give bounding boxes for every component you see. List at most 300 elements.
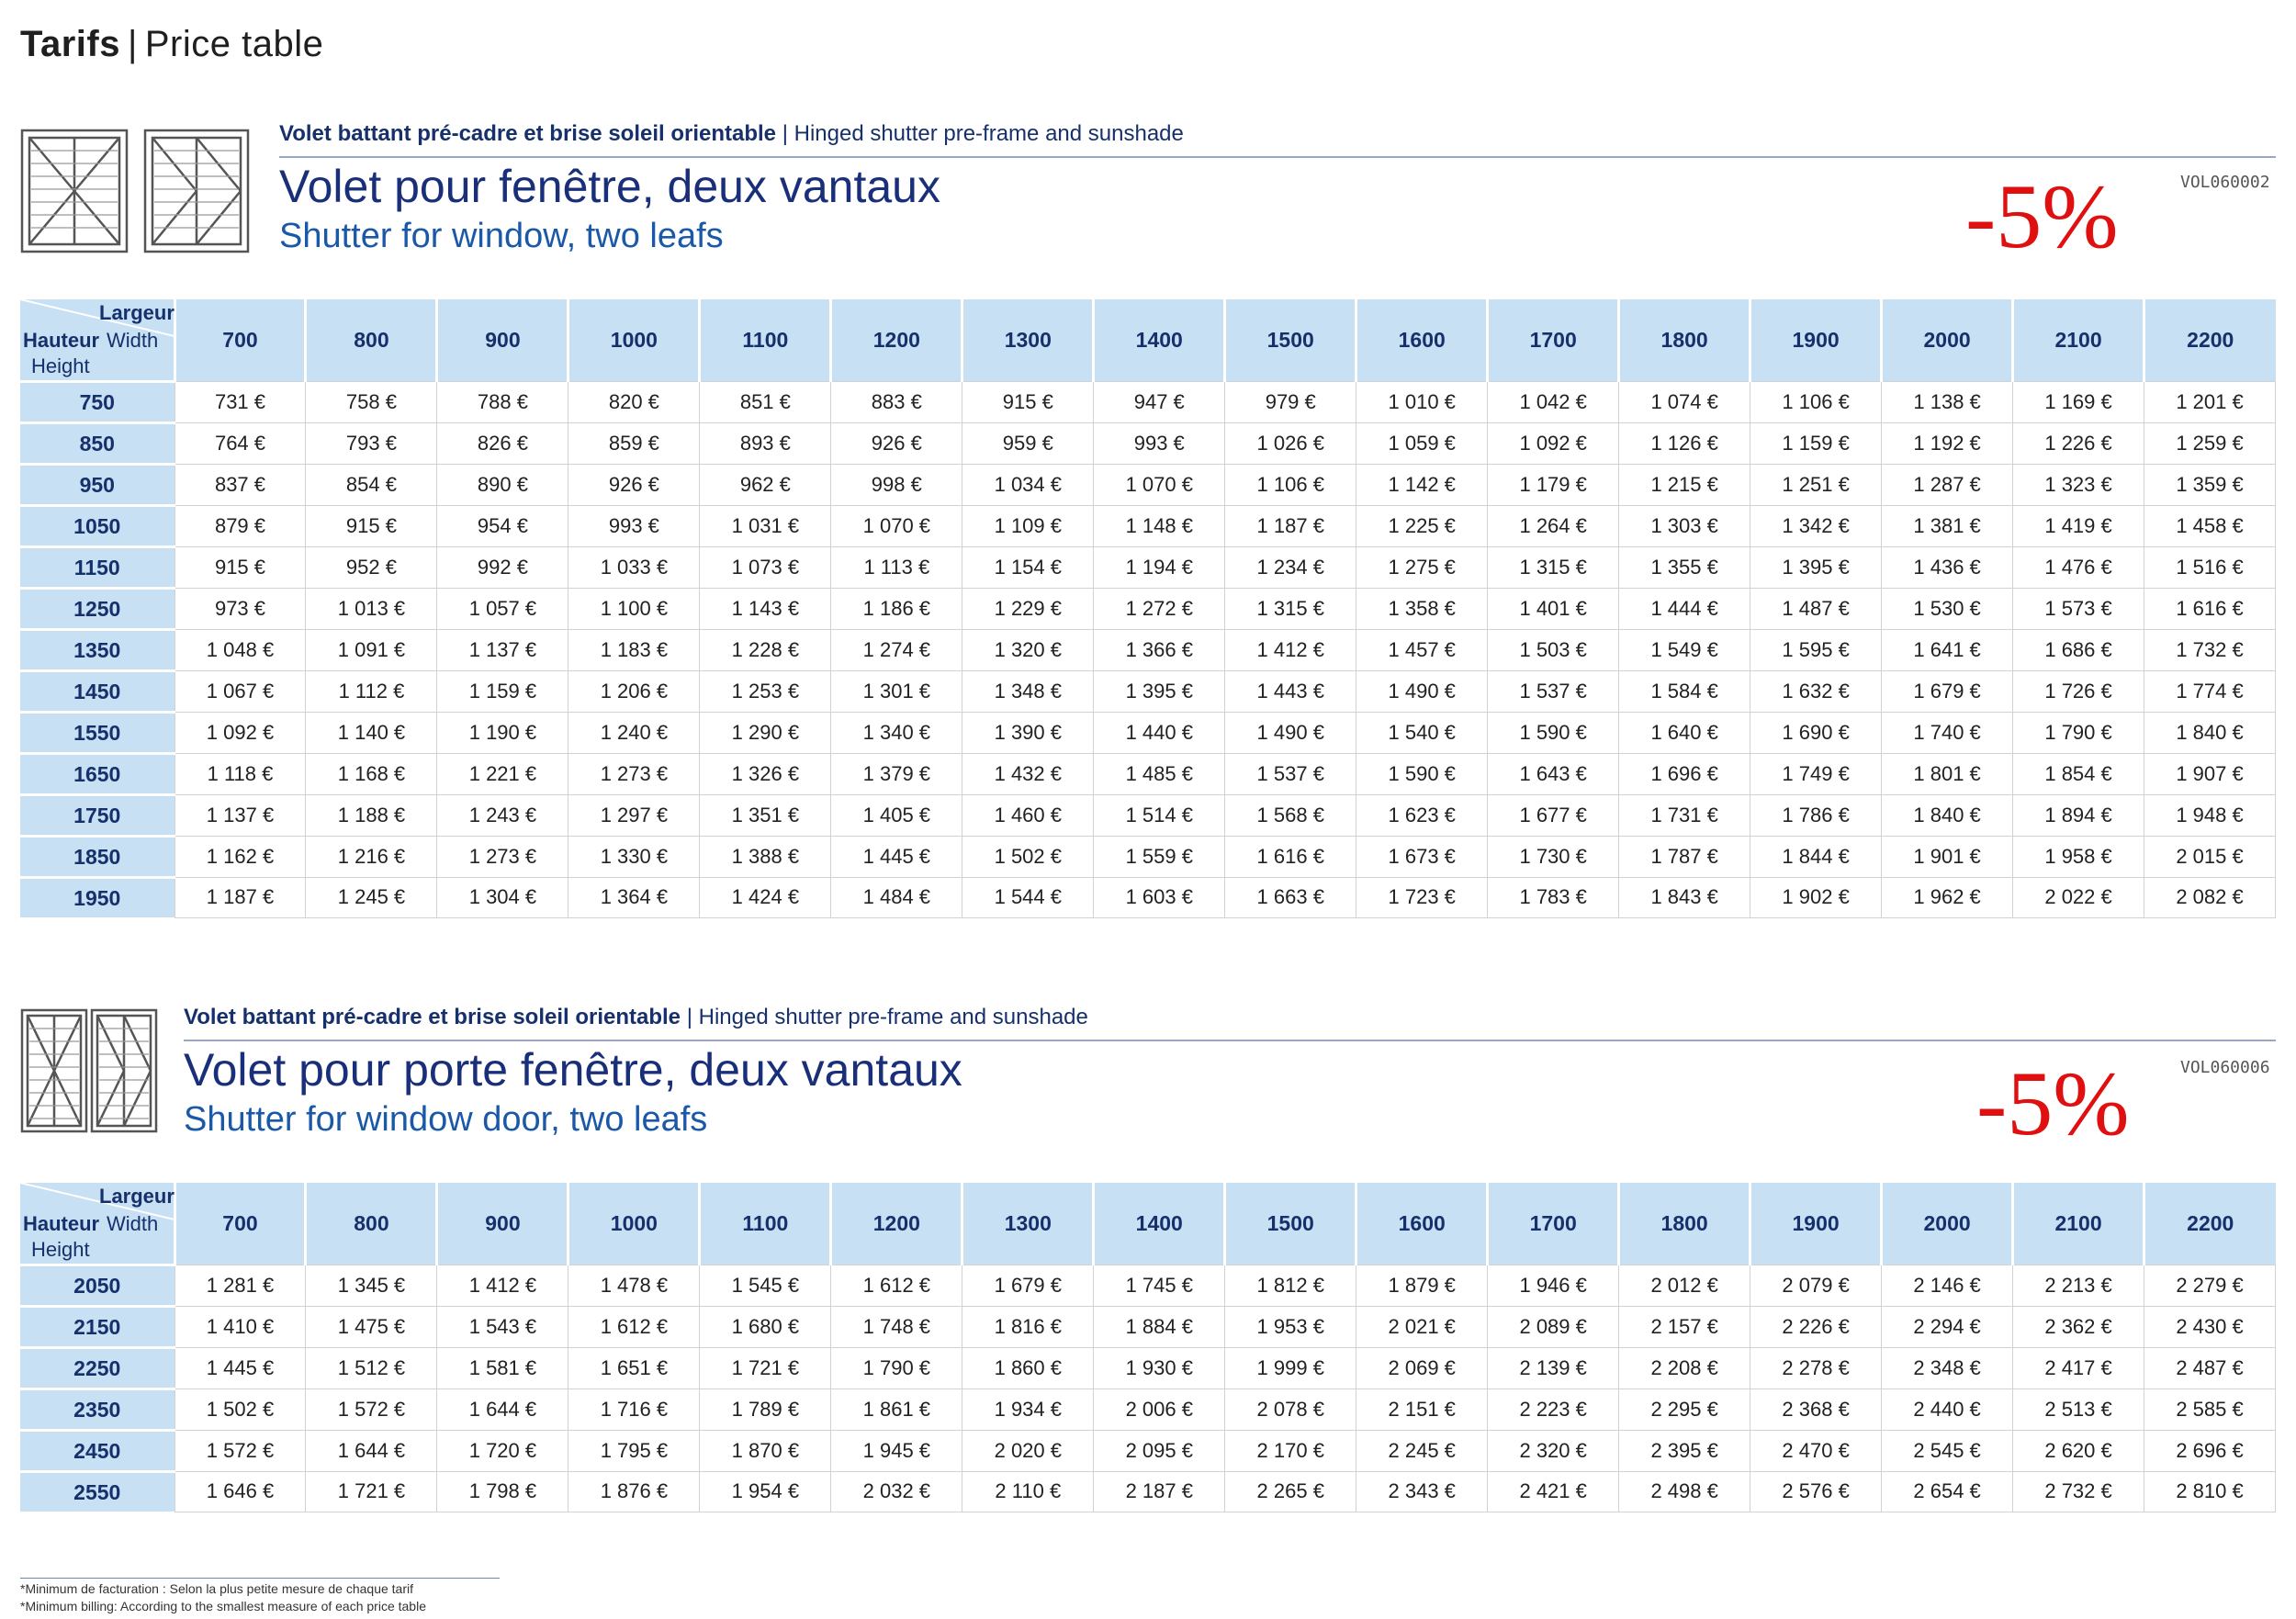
price-cell: 1 073 € [700,547,831,589]
price-cell: 2 620 € [2013,1431,2144,1472]
price-cell: 1 686 € [2013,630,2144,671]
price-cell: 1 790 € [2013,713,2144,754]
price-cell: 1 226 € [2013,423,2144,465]
price-cell: 1 945 € [831,1431,962,1472]
row-header-height: 2250 [20,1348,174,1389]
price-cell: 1 109 € [962,506,1094,547]
price-cell: 2 696 € [2144,1431,2276,1472]
corner-height: Height [31,354,90,377]
table-row [20,1348,2276,1389]
price-cell: 1 516 € [2144,547,2276,589]
price-cell: 952 € [306,547,437,589]
price-cell: 1 273 € [568,754,700,795]
price-cell: 2 513 € [2013,1389,2144,1431]
table-row [20,1389,2276,1431]
price-cell: 1 142 € [1356,465,1488,506]
price-cell: 1 590 € [1356,754,1488,795]
footnote-en: *Minimum billing: According to the smallest measure of each price table [20,1599,426,1613]
price-cell: 2 069 € [1356,1348,1488,1389]
price-cell: 1 745 € [1094,1265,1225,1307]
price-cell: 1 502 € [962,837,1094,878]
price-cell: 1 074 € [1619,382,1750,423]
price-cell: 1 844 € [1750,837,1882,878]
price-cell: 1 326 € [700,754,831,795]
price-cell: 1 616 € [2144,589,2276,630]
section-window-two-leafs [20,119,2276,928]
price-cell: 1 395 € [1750,547,1882,589]
price-cell: 1 272 € [1094,589,1225,630]
price-cell: 1 229 € [962,589,1094,630]
price-cell: 2 012 € [1619,1265,1750,1307]
section-title-en: Shutter for window, two leafs [279,217,724,255]
table-corner-header [20,299,174,382]
price-cell: 2 320 € [1488,1431,1619,1472]
discount-badge: -5% [1965,165,2119,267]
price-cell: 1 281 € [174,1265,306,1307]
price-cell: 1 221 € [437,754,568,795]
price-cell: 1 646 € [174,1472,306,1512]
page-title-separator: | [127,24,138,64]
price-cell: 1 673 € [1356,837,1488,878]
price-cell: 1 137 € [174,795,306,837]
price-cell: 1 359 € [2144,465,2276,506]
table-row [20,1431,2276,1472]
price-cell: 1 958 € [2013,837,2144,878]
discount-badge: -5% [1976,1052,2130,1154]
price-cell: 1 860 € [962,1348,1094,1389]
price-cell: 959 € [962,423,1094,465]
column-header-width: 1700 [1488,299,1619,382]
price-cell: 1 264 € [1488,506,1619,547]
column-header-width: 1300 [962,1183,1094,1265]
price-cell: 1 487 € [1750,589,1882,630]
column-header-width: 2000 [1882,299,2013,382]
price-cell: 2 295 € [1619,1389,1750,1431]
price-cell: 1 457 € [1356,630,1488,671]
price-cell: 890 € [437,465,568,506]
price-cell: 1 216 € [306,837,437,878]
price-table [20,1183,2276,1512]
price-cell: 1 070 € [831,506,962,547]
price-cell: 1 840 € [2144,713,2276,754]
column-header-width: 1100 [700,1183,831,1265]
price-cell: 1 748 € [831,1307,962,1348]
price-cell: 1 876 € [568,1472,700,1512]
price-cell: 1 907 € [2144,754,2276,795]
price-cell: 2 430 € [2144,1307,2276,1348]
price-cell: 1 118 € [174,754,306,795]
price-cell: 1 786 € [1750,795,1882,837]
column-header-width: 1900 [1750,1183,1882,1265]
price-cell: 1 946 € [1488,1265,1619,1307]
price-cell: 1 720 € [437,1431,568,1472]
price-cell: 1 572 € [174,1431,306,1472]
price-cell: 1 641 € [1882,630,2013,671]
price-cell: 1 148 € [1094,506,1225,547]
price-cell: 2 440 € [1882,1389,2013,1431]
price-cell: 1 228 € [700,630,831,671]
product-code: VOL060002 [2180,173,2270,192]
column-header-width: 900 [437,1183,568,1265]
price-cell: 1 623 € [1356,795,1488,837]
price-cell: 859 € [568,423,700,465]
column-header-width: 1500 [1225,299,1356,382]
corner-height: Height [31,1238,90,1261]
price-cell: 1 843 € [1619,878,1750,918]
price-cell: 1 723 € [1356,878,1488,918]
price-cell: 1 355 € [1619,547,1750,589]
row-header-height: 2050 [20,1265,174,1307]
row-header-height: 750 [20,382,174,423]
price-cell: 1 033 € [568,547,700,589]
price-cell: 1 140 € [306,713,437,754]
price-cell: 1 679 € [1882,671,2013,713]
price-cell: 1 884 € [1094,1307,1225,1348]
price-cell: 1 143 € [700,589,831,630]
price-cell: 1 731 € [1619,795,1750,837]
corner-hauteur: Hauteur [23,1212,100,1235]
price-cell: 2 082 € [2144,878,2276,918]
price-cell: 1 962 € [1882,878,2013,918]
page-title-bold: Tarifs [20,24,120,64]
price-cell: 1 696 € [1619,754,1750,795]
column-header-width: 1400 [1094,299,1225,382]
price-cell: 2 545 € [1882,1431,2013,1472]
price-cell: 1 503 € [1488,630,1619,671]
price-cell: 1 315 € [1488,547,1619,589]
price-cell: 1 549 € [1619,630,1750,671]
price-cell: 1 390 € [962,713,1094,754]
price-cell: 1 440 € [1094,713,1225,754]
price-cell: 1 458 € [2144,506,2276,547]
price-cell: 1 379 € [831,754,962,795]
section-rule [184,1040,2276,1041]
section-title-en: Shutter for window door, two leafs [184,1100,708,1139]
price-cell: 1 934 € [962,1389,1094,1431]
price-cell: 2 032 € [831,1472,962,1512]
price-cell: 2 654 € [1882,1472,2013,1512]
price-cell: 1 330 € [568,837,700,878]
price-cell: 1 444 € [1619,589,1750,630]
row-header-height: 1750 [20,795,174,837]
price-cell: 1 460 € [962,795,1094,837]
price-cell: 1 364 € [568,878,700,918]
price-cell: 2 498 € [1619,1472,1750,1512]
price-cell: 1 644 € [306,1431,437,1472]
subtitle-en: Hinged shutter pre-frame and sunshade [698,1005,1088,1029]
price-cell: 758 € [306,382,437,423]
row-header-height: 1150 [20,547,174,589]
price-cell: 2 089 € [1488,1307,1619,1348]
price-cell: 2 421 € [1488,1472,1619,1512]
price-cell: 1 432 € [962,754,1094,795]
shutter-window-door-illustration [20,1008,158,1137]
price-cell: 1 412 € [437,1265,568,1307]
price-cell: 1 297 € [568,795,700,837]
price-cell: 1 537 € [1225,754,1356,795]
price-cell: 1 901 € [1882,837,2013,878]
row-header-height: 1650 [20,754,174,795]
price-cell: 1 798 € [437,1472,568,1512]
price-cell: 1 112 € [306,671,437,713]
table-row [20,878,2276,918]
price-cell: 1 273 € [437,837,568,878]
price-cell: 764 € [174,423,306,465]
price-cell: 1 783 € [1488,878,1619,918]
table-row [20,754,2276,795]
price-cell: 1 445 € [831,837,962,878]
price-cell: 979 € [1225,382,1356,423]
price-cell: 1 106 € [1225,465,1356,506]
row-header-height: 1050 [20,506,174,547]
table-row [20,1307,2276,1348]
price-cell: 1 366 € [1094,630,1225,671]
price-cell: 1 930 € [1094,1348,1225,1389]
price-cell: 1 490 € [1356,671,1488,713]
row-header-height: 1450 [20,671,174,713]
column-header-width: 1500 [1225,1183,1356,1265]
price-cell: 1 954 € [700,1472,831,1512]
price-cell: 1 067 € [174,671,306,713]
corner-largeur: Largeur [99,1185,174,1208]
section-rule [279,156,2276,158]
price-cell: 1 443 € [1225,671,1356,713]
page-title-rest: Price table [144,24,324,64]
price-cell: 2 226 € [1750,1307,1882,1348]
price-cell: 1 388 € [700,837,831,878]
price-cell: 2 279 € [2144,1265,2276,1307]
price-cell: 1 100 € [568,589,700,630]
table-row [20,506,2276,547]
price-cell: 1 395 € [1094,671,1225,713]
price-cell: 1 545 € [700,1265,831,1307]
price-cell: 1 603 € [1094,878,1225,918]
price-cell: 1 544 € [962,878,1094,918]
shutter-window-illustration [20,129,250,257]
price-cell: 1 612 € [831,1265,962,1307]
price-cell: 1 342 € [1750,506,1882,547]
price-cell: 1 031 € [700,506,831,547]
column-header-width: 1800 [1619,299,1750,382]
price-cell: 1 225 € [1356,506,1488,547]
price-cell: 2 585 € [2144,1389,2276,1431]
price-cell: 1 721 € [306,1472,437,1512]
column-header-width: 1200 [831,1183,962,1265]
table-row [20,630,2276,671]
price-cell: 820 € [568,382,700,423]
footnote-rule [20,1578,500,1579]
price-cell: 1 787 € [1619,837,1750,878]
column-header-width: 1900 [1750,299,1882,382]
price-cell: 1 953 € [1225,1307,1356,1348]
price-cell: 788 € [437,382,568,423]
table-row [20,547,2276,589]
price-cell: 1 854 € [2013,754,2144,795]
price-cell: 1 445 € [174,1348,306,1389]
column-header-width: 2100 [2013,299,2144,382]
price-cell: 2 151 € [1356,1389,1488,1431]
price-cell: 1 251 € [1750,465,1882,506]
price-cell: 1 405 € [831,795,962,837]
price-cell: 2 223 € [1488,1389,1619,1431]
price-cell: 1 253 € [700,671,831,713]
price-cell: 2 343 € [1356,1472,1488,1512]
section-title-fr: Volet pour porte fenêtre, deux vantaux [184,1044,962,1096]
price-cell: 1 514 € [1094,795,1225,837]
column-header-width: 1800 [1619,1183,1750,1265]
price-cell: 1 275 € [1356,547,1488,589]
price-cell: 1 401 € [1488,589,1619,630]
table-row [20,1265,2276,1307]
price-cell: 879 € [174,506,306,547]
price-cell: 1 730 € [1488,837,1619,878]
column-header-width: 800 [306,299,437,382]
price-cell: 1 595 € [1750,630,1882,671]
price-cell: 1 059 € [1356,423,1488,465]
price-cell: 1 274 € [831,630,962,671]
price-cell: 2 208 € [1619,1348,1750,1389]
price-cell: 1 424 € [700,878,831,918]
price-cell: 962 € [700,465,831,506]
row-header-height: 850 [20,423,174,465]
price-cell: 998 € [831,465,962,506]
footnote-fr: *Minimum de facturation : Selon la plus petite mesure de chaque tarif [20,1581,414,1596]
price-cell: 2 022 € [2013,878,2144,918]
row-header-height: 2450 [20,1431,174,1472]
price-cell: 1 358 € [1356,589,1488,630]
price-cell: 1 183 € [568,630,700,671]
price-cell: 1 861 € [831,1389,962,1431]
price-cell: 854 € [306,465,437,506]
page-title [20,24,323,65]
price-table [20,299,2276,918]
price-cell: 1 999 € [1225,1348,1356,1389]
column-header-width: 2000 [1882,1183,2013,1265]
price-cell: 1 677 € [1488,795,1619,837]
price-cell: 1 010 € [1356,382,1488,423]
price-cell: 1 530 € [1882,589,2013,630]
price-cell: 2 417 € [2013,1348,2144,1389]
table-row [20,837,2276,878]
price-cell: 1 590 € [1488,713,1619,754]
price-cell: 1 721 € [700,1348,831,1389]
price-cell: 1 186 € [831,589,962,630]
row-header-height: 1850 [20,837,174,878]
price-cell: 1 301 € [831,671,962,713]
price-cell: 731 € [174,382,306,423]
column-header-width: 1400 [1094,1183,1225,1265]
price-cell: 2 079 € [1750,1265,1882,1307]
price-cell: 1 573 € [2013,589,2144,630]
price-cell: 2 187 € [1094,1472,1225,1512]
price-cell: 1 323 € [2013,465,2144,506]
price-cell: 1 644 € [437,1389,568,1431]
price-cell: 992 € [437,547,568,589]
price-cell: 1 572 € [306,1389,437,1431]
price-cell: 1 690 € [1750,713,1882,754]
price-cell: 1 187 € [174,878,306,918]
price-cell: 2 006 € [1094,1389,1225,1431]
column-header-width: 900 [437,299,568,382]
price-cell: 915 € [962,382,1094,423]
section-window-door-two-leafs [20,999,2276,1513]
price-cell: 1 812 € [1225,1265,1356,1307]
price-cell: 851 € [700,382,831,423]
table-row [20,423,2276,465]
table-row [20,671,2276,713]
price-cell: 1 540 € [1356,713,1488,754]
price-cell: 1 287 € [1882,465,2013,506]
price-cell: 2 095 € [1094,1431,1225,1472]
price-cell: 1 179 € [1488,465,1619,506]
price-cell: 1 159 € [437,671,568,713]
price-cell: 2 810 € [2144,1472,2276,1512]
price-cell: 1 490 € [1225,713,1356,754]
price-cell: 1 048 € [174,630,306,671]
price-cell: 837 € [174,465,306,506]
table-row [20,1472,2276,1512]
price-cell: 954 € [437,506,568,547]
price-cell: 1 679 € [962,1265,1094,1307]
price-cell: 1 502 € [174,1389,306,1431]
price-cell: 1 436 € [1882,547,2013,589]
row-header-height: 1350 [20,630,174,671]
price-cell: 1 154 € [962,547,1094,589]
price-cell: 1 559 € [1094,837,1225,878]
price-cell: 973 € [174,589,306,630]
price-cell: 1 345 € [306,1265,437,1307]
price-cell: 993 € [1094,423,1225,465]
column-header-width: 1200 [831,299,962,382]
price-cell: 2 213 € [2013,1265,2144,1307]
column-header-width: 1600 [1356,299,1488,382]
price-cell: 1 948 € [2144,795,2276,837]
price-cell: 2 362 € [2013,1307,2144,1348]
price-cell: 1 651 € [568,1348,700,1389]
price-cell: 883 € [831,382,962,423]
price-cell: 1 643 € [1488,754,1619,795]
price-cell: 2 487 € [2144,1348,2276,1389]
price-cell: 1 215 € [1619,465,1750,506]
price-cell: 1 774 € [2144,671,2276,713]
price-cell: 1 042 € [1488,382,1619,423]
price-cell: 1 034 € [962,465,1094,506]
price-cell: 1 234 € [1225,547,1356,589]
price-cell: 2 395 € [1619,1431,1750,1472]
column-header-width: 700 [174,299,306,382]
price-cell: 915 € [306,506,437,547]
price-cell: 1 351 € [700,795,831,837]
column-header-width: 700 [174,1183,306,1265]
price-cell: 1 188 € [306,795,437,837]
price-cell: 1 026 € [1225,423,1356,465]
price-cell: 1 240 € [568,713,700,754]
price-cell: 1 640 € [1619,713,1750,754]
price-cell: 1 612 € [568,1307,700,1348]
price-cell: 1 412 € [1225,630,1356,671]
corner-width: Width [107,1212,159,1235]
price-cell: 1 126 € [1619,423,1750,465]
price-cell: 1 475 € [306,1307,437,1348]
price-cell: 1 584 € [1619,671,1750,713]
column-header-width: 2200 [2144,1183,2276,1265]
price-cell: 1 419 € [2013,506,2144,547]
price-cell: 1 543 € [437,1307,568,1348]
price-cell: 2 576 € [1750,1472,1882,1512]
price-cell: 1 879 € [1356,1265,1488,1307]
price-cell: 1 290 € [700,713,831,754]
price-cell: 1 616 € [1225,837,1356,878]
